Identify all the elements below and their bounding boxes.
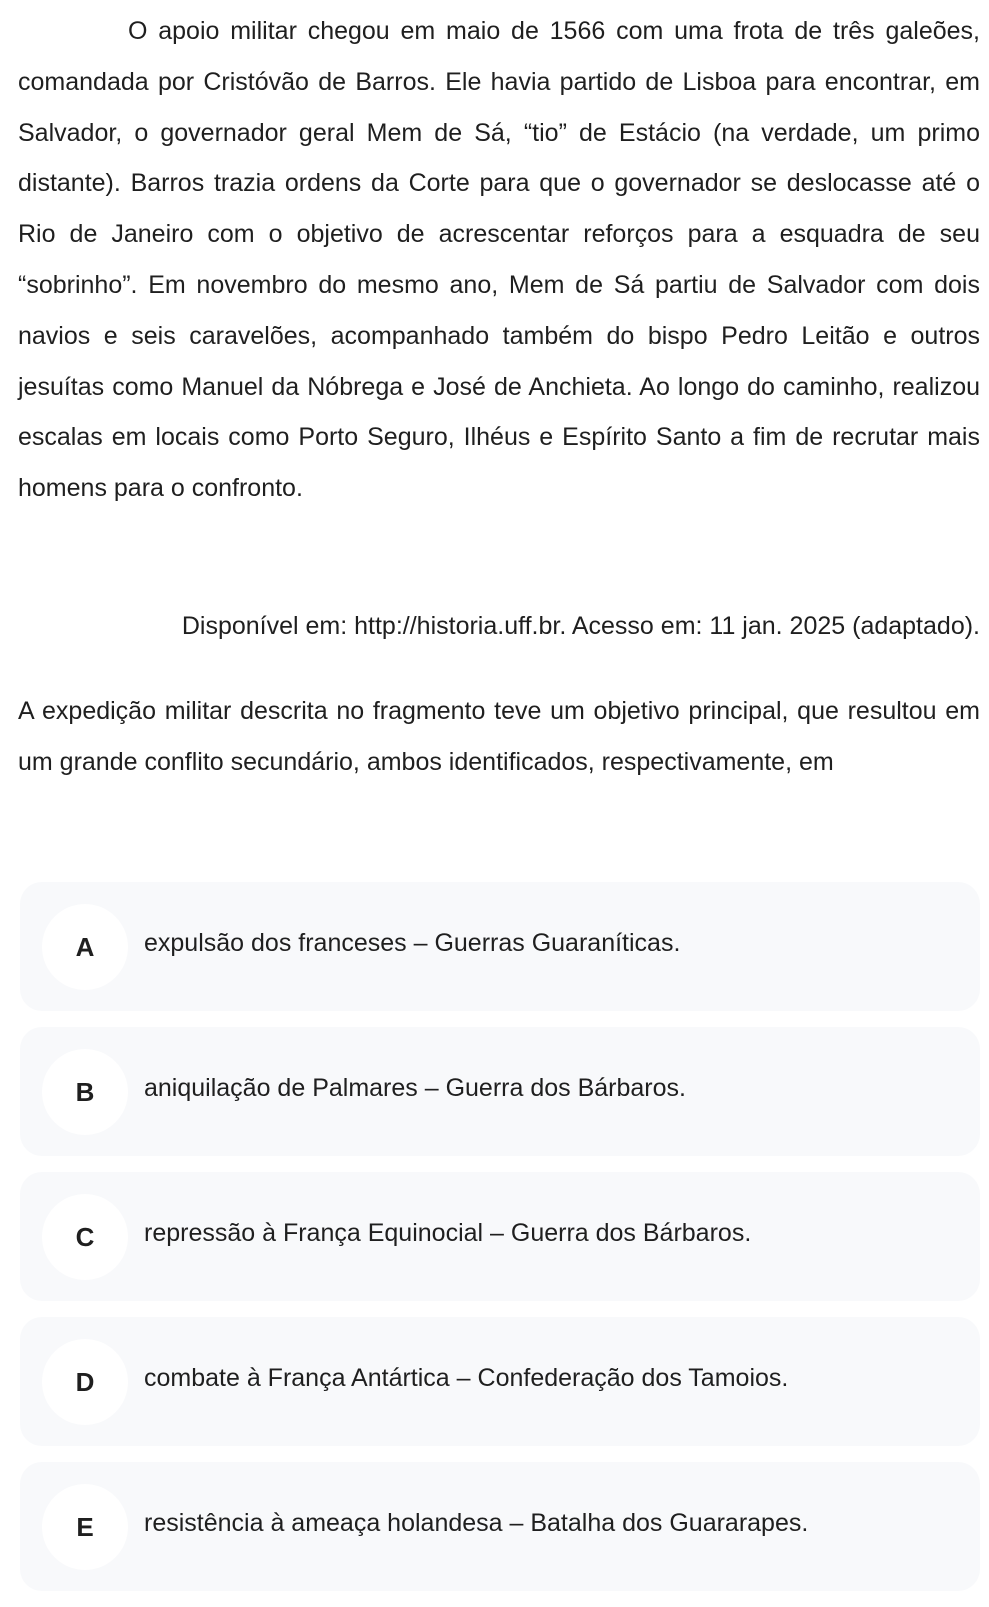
option-letter-badge: A <box>42 904 128 990</box>
option-letter-badge: E <box>42 1484 128 1570</box>
option-letter-badge: B <box>42 1049 128 1135</box>
option-label: aniquilação de Palmares – Guerra dos Bárbaros. <box>144 1074 686 1102</box>
answer-options <box>20 882 980 1607</box>
option-b[interactable] <box>20 1027 980 1156</box>
question-prompt: A expedição militar descrita no fragmento teve um objetivo principal, que resultou em um grande conflito secundário, ambos identificados, respectivamente, em <box>18 697 980 776</box>
option-label: combate à França Antártica – Confederação dos Tamoios. <box>144 1364 789 1392</box>
option-label: resistência à ameaça holandesa – Batalha dos Guararapes. <box>144 1509 809 1537</box>
option-c[interactable] <box>20 1172 980 1301</box>
option-letter-badge: C <box>42 1194 128 1280</box>
option-label: repressão à França Equinocial – Guerra dos Bárbaros. <box>144 1219 752 1247</box>
option-a[interactable] <box>20 882 980 1011</box>
option-label: expulsão dos franceses – Guerras Guaraníticas. <box>144 929 681 957</box>
option-e[interactable] <box>20 1462 980 1591</box>
source-citation: Disponível em: http://historia.uff.br. Acesso em: 11 jan. 2025 (adaptado). <box>181 612 980 640</box>
option-d[interactable] <box>20 1317 980 1446</box>
passage-text: O apoio militar chegou em maio de 1566 com uma frota de três galeões, comandada por Cristóvão de Barros. Ele havia partido de Lisboa para encontrar, em Salvador, o governador geral Mem de Sá, “tio” de Estácio (na verdade, um primo distante). Barros trazia ordens da Corte para que o governador se deslocasse até o Rio de Janeiro com o objetivo de acrescentar reforços para a esquadra de seu “sobrinho”. Em novembro do mesmo ano, Mem de Sá partiu de Salvador com dois navios e seis caravelões, acompanhado também do bispo Pedro Leitão e outros jesuítas como Manuel da Nóbrega e José de Anchieta. Ao longo do caminho, realizou escalas em locais como Porto Seguro, Ilhéus e Espírito Santo a fim de recrutar mais homens para o confronto. <box>18 17 980 503</box>
option-letter-badge: D <box>42 1339 128 1425</box>
